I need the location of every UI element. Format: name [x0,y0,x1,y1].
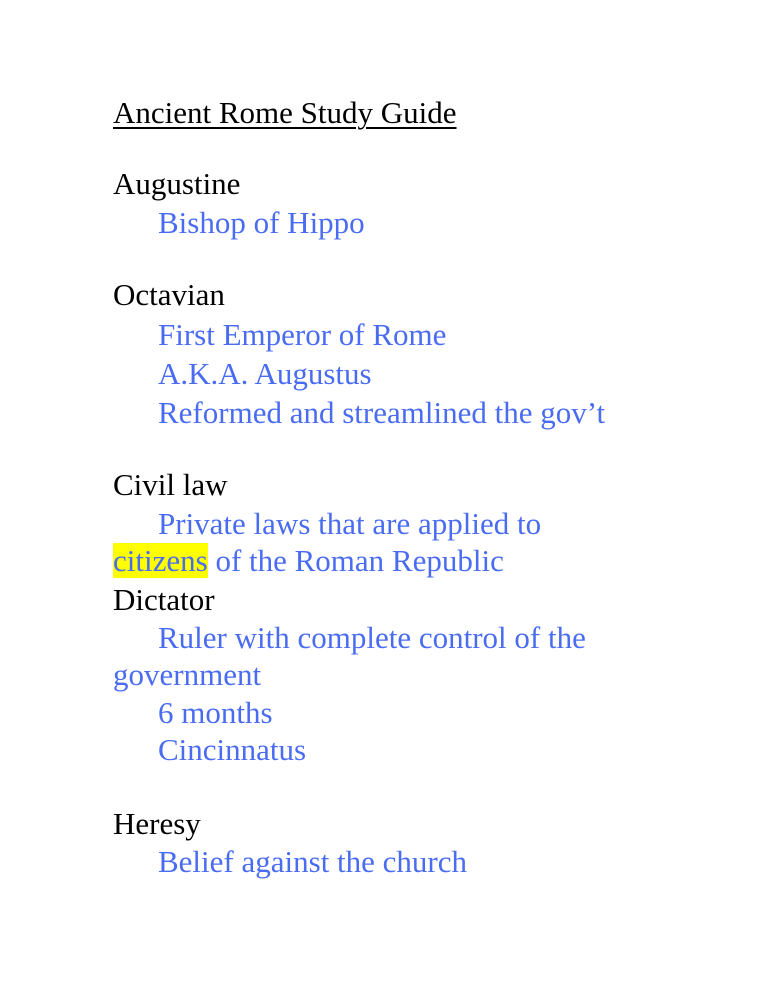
definition-rest: of the Roman Republic [207,543,504,578]
definition: A.K.A. Augustus [158,356,372,391]
definition: Cincinnatus [158,732,307,767]
definition-continued: government [113,657,262,692]
term-octavian: Octavian [113,277,225,312]
term-heresy: Heresy [113,806,201,841]
definition: 6 months [158,695,273,730]
definition: Bishop of Hippo [158,205,365,240]
page-title: Ancient Rome Study Guide [113,95,457,130]
definition: Reformed and streamlined the gov’t [158,395,606,430]
term-augustine: Augustine [113,166,241,201]
definition: Private laws that are applied to [158,506,542,541]
definition: Ruler with complete control of the [158,620,586,655]
term-dictator: Dictator [113,582,215,617]
highlighted-word: citizens [113,543,208,578]
definition-continued [113,542,504,580]
term-civil-law: Civil law [113,467,228,502]
definition: First Emperor of Rome [158,317,447,352]
definition: Belief against the church [158,844,468,879]
